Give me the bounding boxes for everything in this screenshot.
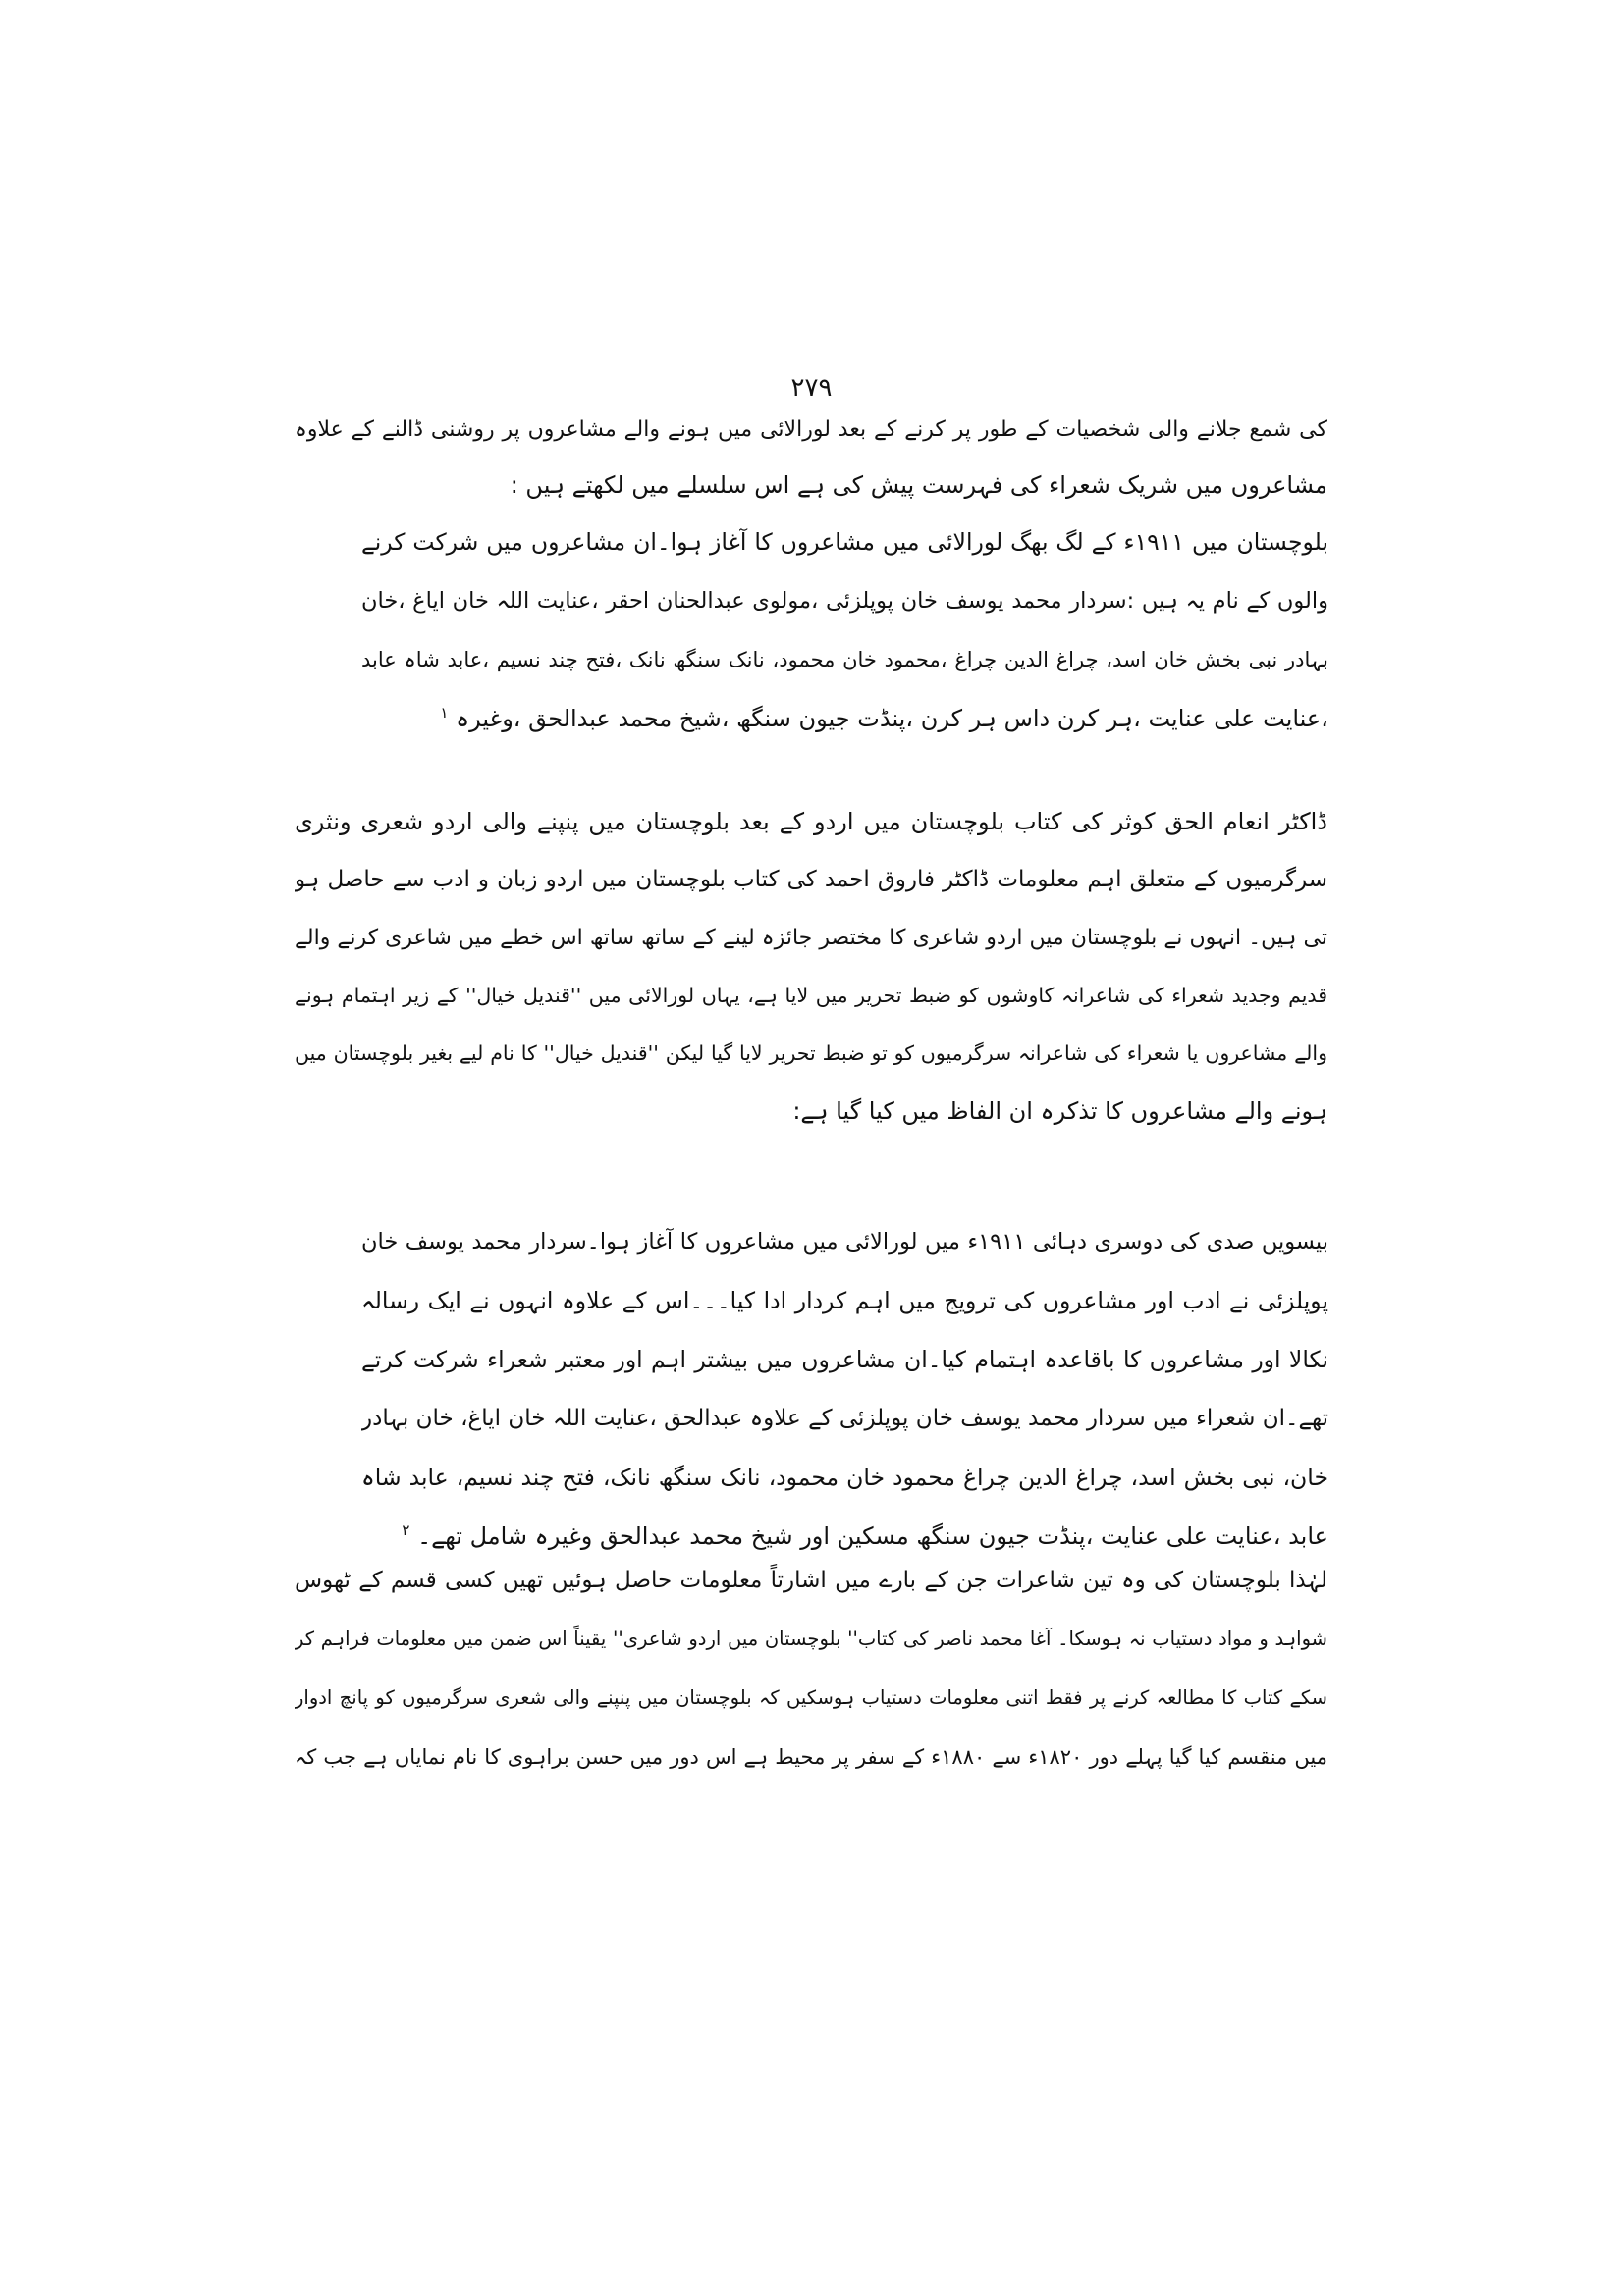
quote-line: بہادر نبی بخش خان اسد، چراغ الدین چراغ ،محمود خان محمود، نانک سنگھ نانک ،فتح چند نسیم ،عابد شاہ عابد	[361, 648, 1328, 671]
text-line: مشاعروں میں شریک شعراء کی فہرست پیش کی ہے اس سلسلے میں لکھتے ہیں :	[510, 471, 1327, 499]
footnote-mark: ۲	[402, 1522, 410, 1539]
text-line: سکے کتاب کا مطالعہ کرنے پر فقط اتنی معلومات دستیاب ہوسکیں کہ بلوچستان میں پنپنے والی شعری سرگرمیوں کو پانچ ادوار	[295, 1686, 1327, 1709]
text-line: میں منقسم کیا گیا پہلے دور ۱۸۲۰ء سے ۱۸۸۰ء کے سفر پر محیط ہے اس دور میں حسن براہوی کا نام نمایاں ہے جب کہ	[295, 1745, 1327, 1769]
text-line: والے مشاعروں یا شعراء کی شاعرانہ سرگرمیوں کو تو ضبط تحریر لایا گیا لیکن ''قندیل خیال'' کا نام لیے بغیر بلوچستان میں	[295, 1041, 1327, 1065]
paragraph-women-poets	[295, 1551, 1327, 1787]
text-line: کی شمع جلانے والی شخصیات کے طور پر کرنے کے بعد لورالائی میں ہونے والے مشاعروں پر روشنی ڈالنے کے علاوہ	[295, 417, 1327, 442]
page-number: ۲۷۹	[790, 373, 833, 402]
paragraph-intro	[295, 402, 1327, 512]
quote-text: ،عنایت علی عنایت ،ہر کرن داس ہر کرن ،پنڈت جیون سنگھ ،شیخ محمد عبدالحق ،وغیرہ	[456, 705, 1328, 732]
text-line: لہٰذا بلوچستان کی وہ تین شاعرات جن کے بارے میں اشارتاً معلومات حاصل ہوئیں تھیں کسی قسم کے ٹھوس	[295, 1568, 1327, 1593]
text-line: تی ہیں۔ انہوں نے بلوچستان میں اردو شاعری کا مختصر جائزہ لینے کے ساتھ ساتھ اس خطے میں شاعری کرنے والے	[295, 926, 1327, 950]
text-line: ہونے والے مشاعروں کا تذکرہ ان الفاظ میں کیا گیا ہے:	[792, 1097, 1327, 1125]
block-quote-mushaira-history	[361, 1212, 1328, 1566]
quote-text: عابد ،عنایت علی عنایت ،پنڈت جیون سنگھ مسکین اور شیخ محمد عبدالحق وغیرہ شامل تھے۔	[417, 1522, 1328, 1550]
quote-line: تھے۔ان شعراء میں سردار محمد یوسف خان پوپلزئی کے علاوہ عبدالحق ،عنایت اللہ خان ایاغ، خان بہادر	[361, 1406, 1328, 1431]
block-quote-poets-list	[361, 512, 1328, 748]
text-line: قدیم وجدید شعراء کی شاعرانہ کاوشوں کو ضبط تحریر میں لایا ہے، یہاں لورالائی میں ''قندیل خیال'' کے زیر اہتمام ہونے	[295, 984, 1327, 1007]
text-line: سرگرمیوں کے متعلق اہم معلومات ڈاکٹر فاروق احمد کی کتاب بلوچستان میں اردو زبان و ادب سے حاصل ہو	[295, 867, 1327, 892]
quote-line: نکالا اور مشاعروں کا باقاعدہ اہتمام کیا۔ان مشاعروں میں بیشتر اہم اور معتبر شعراء شرکت کرتے	[361, 1346, 1328, 1373]
quote-line: پوپلزئی نے ادب اور مشاعروں کی ترویج میں اہم کردار ادا کیا۔۔۔اس کے علاوہ انہوں نے ایک رسالہ	[361, 1287, 1328, 1314]
quote-line: خان، نبی بخش اسد، چراغ الدین چراغ محمود خان محمود، نانک سنگھ نانک، فتح چند نسیم، عابد شاہ	[361, 1464, 1328, 1491]
text-line: شواہد و مواد دستیاب نہ ہوسکا۔ آغا محمد ناصر کی کتاب'' بلوچستان میں اردو شاعری'' یقیناً اس ضمن میں معلومات فراہم کر	[295, 1628, 1327, 1650]
paragraph-kausar-book	[295, 793, 1327, 1141]
footnote-mark: ۱	[440, 704, 449, 721]
quote-line: بیسویں صدی کی دوسری دہائی ۱۹۱۱ء میں لورالائی میں مشاعروں کا آغاز ہوا۔سردار محمد یوسف خان	[361, 1229, 1328, 1255]
quote-line: بلوچستان میں ۱۹۱۱ء کے لگ بھگ لورالائی میں مشاعروں کا آغاز ہوا۔ان مشاعروں میں شرکت کرنے	[361, 528, 1328, 556]
quote-line-last	[361, 689, 1328, 748]
text-line: ڈاکٹر انعام الحق کوثر کی کتاب بلوچستان میں اردو کے بعد بلوچستان میں پنپنے والی اردو شعری ونثری	[295, 808, 1327, 835]
quote-line: والوں کے نام یہ ہیں :سردار محمد یوسف خان پوپلزئی ،مولوی عبدالحنان احقر ،عنایت اللہ خان ایاغ ،خان	[361, 588, 1328, 614]
